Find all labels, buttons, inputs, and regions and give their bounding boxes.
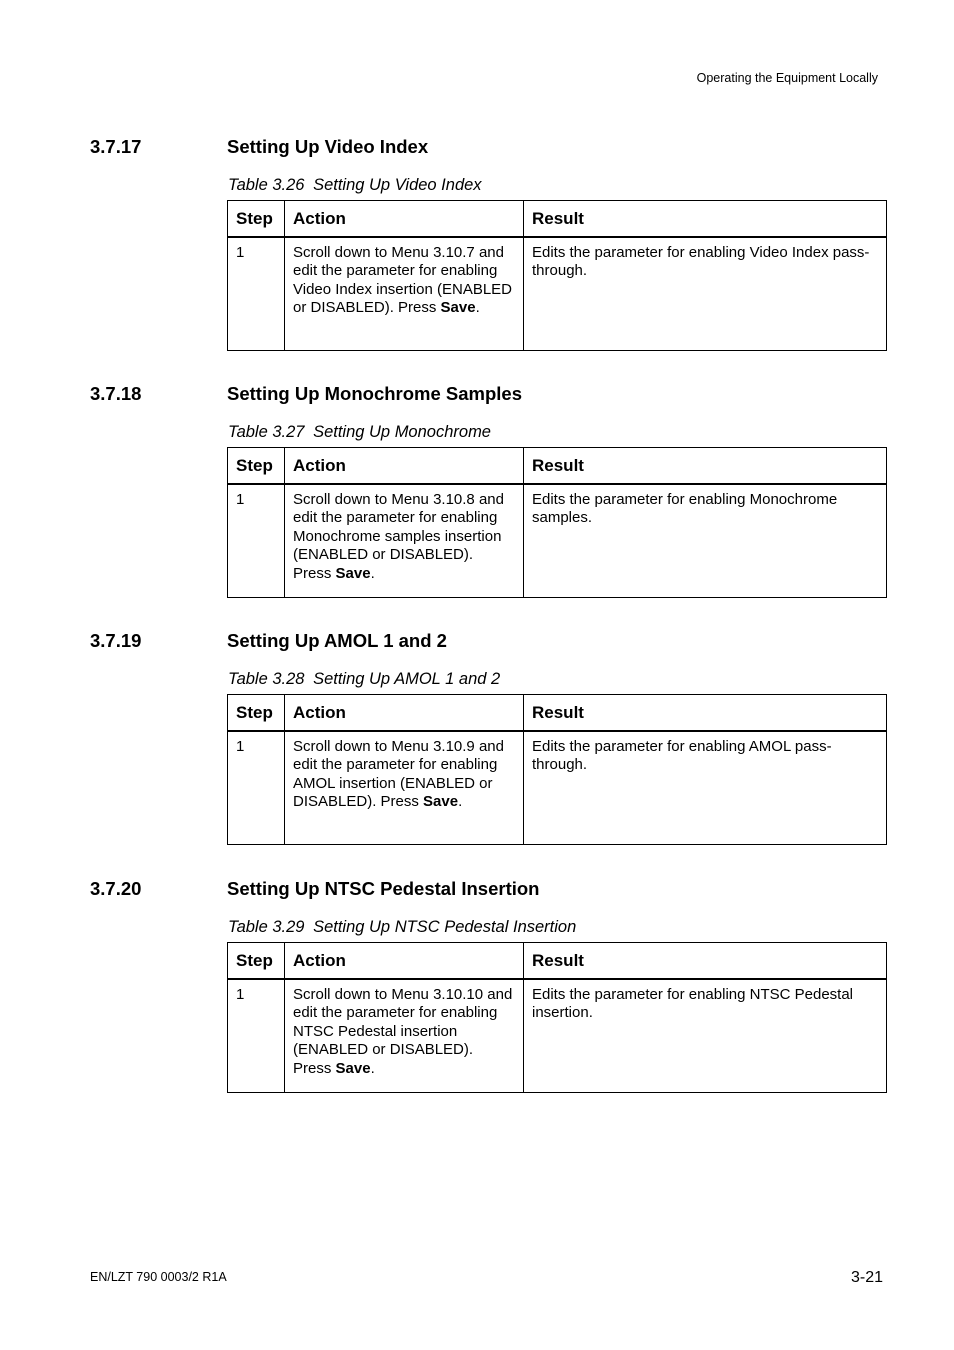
step-cell: 1 bbox=[228, 237, 285, 351]
column-header-step: Step bbox=[228, 448, 285, 485]
steps-table bbox=[227, 942, 887, 1093]
save-keyword: Save bbox=[335, 564, 371, 582]
table-caption-text: Setting Up NTSC Pedestal Insertion bbox=[313, 918, 577, 936]
action-end: . bbox=[458, 793, 463, 811]
result-cell: Edits the parameter for enabling AMOL pass-through. bbox=[524, 731, 887, 845]
running-header: Operating the Equipment Locally bbox=[696, 71, 878, 85]
table-caption-number: Table 3.28 bbox=[228, 670, 305, 688]
column-header-result: Result bbox=[524, 201, 887, 238]
column-header-action: Action bbox=[285, 448, 524, 485]
page-number: 3-21 bbox=[850, 1269, 883, 1286]
section-video-index bbox=[90, 135, 890, 351]
steps-table bbox=[227, 694, 887, 845]
result-cell: Edits the parameter for enabling Monochrome samples. bbox=[524, 484, 887, 598]
column-header-action: Action bbox=[285, 695, 524, 732]
action-end: . bbox=[370, 1059, 375, 1077]
section-monochrome bbox=[90, 382, 890, 598]
table-caption-text: Setting Up Video Index bbox=[313, 176, 482, 194]
steps-table bbox=[227, 447, 887, 598]
section-title: Setting Up AMOL 1 and 2 bbox=[227, 630, 447, 651]
step-cell: 1 bbox=[228, 731, 285, 845]
action-text: Scroll down to Menu 3.10.9 and edit the parameter for enabling AMOL insertion (ENABLED or DISABLED). Press bbox=[293, 738, 504, 811]
table-row bbox=[228, 237, 887, 351]
section-number: 3.7.19 bbox=[90, 630, 142, 651]
column-header-action: Action bbox=[285, 943, 524, 980]
table-caption bbox=[228, 422, 890, 442]
action-cell bbox=[285, 731, 524, 845]
action-cell bbox=[285, 237, 524, 351]
action-cell bbox=[285, 979, 524, 1093]
document-id: EN/LZT 790 0003/2 R1A bbox=[90, 1270, 227, 1284]
section-title: Setting Up Video Index bbox=[227, 136, 429, 157]
action-cell bbox=[285, 484, 524, 598]
table-caption-text: Setting Up Monochrome bbox=[313, 423, 491, 441]
column-header-step: Step bbox=[228, 201, 285, 238]
table-caption bbox=[228, 669, 890, 689]
column-header-action: Action bbox=[285, 201, 524, 238]
section-amol bbox=[90, 629, 890, 845]
section-heading bbox=[90, 382, 890, 406]
column-header-step: Step bbox=[228, 695, 285, 732]
section-heading bbox=[90, 629, 890, 653]
table-caption bbox=[228, 175, 890, 195]
table-caption-text: Setting Up AMOL 1 and 2 bbox=[313, 670, 501, 688]
table-header-row bbox=[228, 448, 887, 485]
action-text: Scroll down to Menu 3.10.10 and edit the parameter for enabling NTSC Pedestal insertion (ENABLED or DISABLED). Press bbox=[293, 986, 513, 1077]
action-end: . bbox=[370, 564, 375, 582]
section-title: Setting Up Monochrome Samples bbox=[227, 383, 523, 404]
table-header-row bbox=[228, 201, 887, 238]
save-keyword: Save bbox=[335, 1059, 371, 1077]
save-keyword: Save bbox=[440, 299, 476, 317]
action-text: Scroll down to Menu 3.10.7 and edit the parameter for enabling Video Index insertion (ENABLED or DISABLED). Press bbox=[293, 244, 513, 317]
section-number: 3.7.20 bbox=[90, 878, 142, 899]
column-header-result: Result bbox=[524, 448, 887, 485]
section-heading bbox=[90, 877, 890, 901]
save-keyword: Save bbox=[423, 793, 459, 811]
table-header-row bbox=[228, 695, 887, 732]
section-ntsc-pedestal bbox=[90, 877, 890, 1093]
section-heading bbox=[90, 135, 890, 159]
section-title: Setting Up NTSC Pedestal Insertion bbox=[227, 878, 540, 899]
section-number: 3.7.18 bbox=[90, 383, 142, 404]
step-cell: 1 bbox=[228, 484, 285, 598]
table-row bbox=[228, 979, 887, 1093]
section-number: 3.7.17 bbox=[90, 136, 142, 157]
step-cell: 1 bbox=[228, 979, 285, 1093]
action-end: . bbox=[475, 299, 480, 317]
table-row bbox=[228, 731, 887, 845]
table-header-row bbox=[228, 943, 887, 980]
column-header-step: Step bbox=[228, 943, 285, 980]
table-row bbox=[228, 484, 887, 598]
table-caption-number: Table 3.27 bbox=[228, 423, 305, 441]
table-caption-number: Table 3.26 bbox=[228, 176, 305, 194]
steps-table bbox=[227, 200, 887, 351]
table-caption-number: Table 3.29 bbox=[228, 918, 305, 936]
table-caption bbox=[228, 917, 890, 937]
column-header-result: Result bbox=[524, 695, 887, 732]
result-cell: Edits the parameter for enabling NTSC Pedestal insertion. bbox=[524, 979, 887, 1093]
action-text: Scroll down to Menu 3.10.8 and edit the parameter for enabling Monochrome samples insertion (ENABLED or DISABLED). Press bbox=[293, 491, 504, 582]
column-header-result: Result bbox=[524, 943, 887, 980]
result-cell: Edits the parameter for enabling Video Index pass-through. bbox=[524, 237, 887, 351]
